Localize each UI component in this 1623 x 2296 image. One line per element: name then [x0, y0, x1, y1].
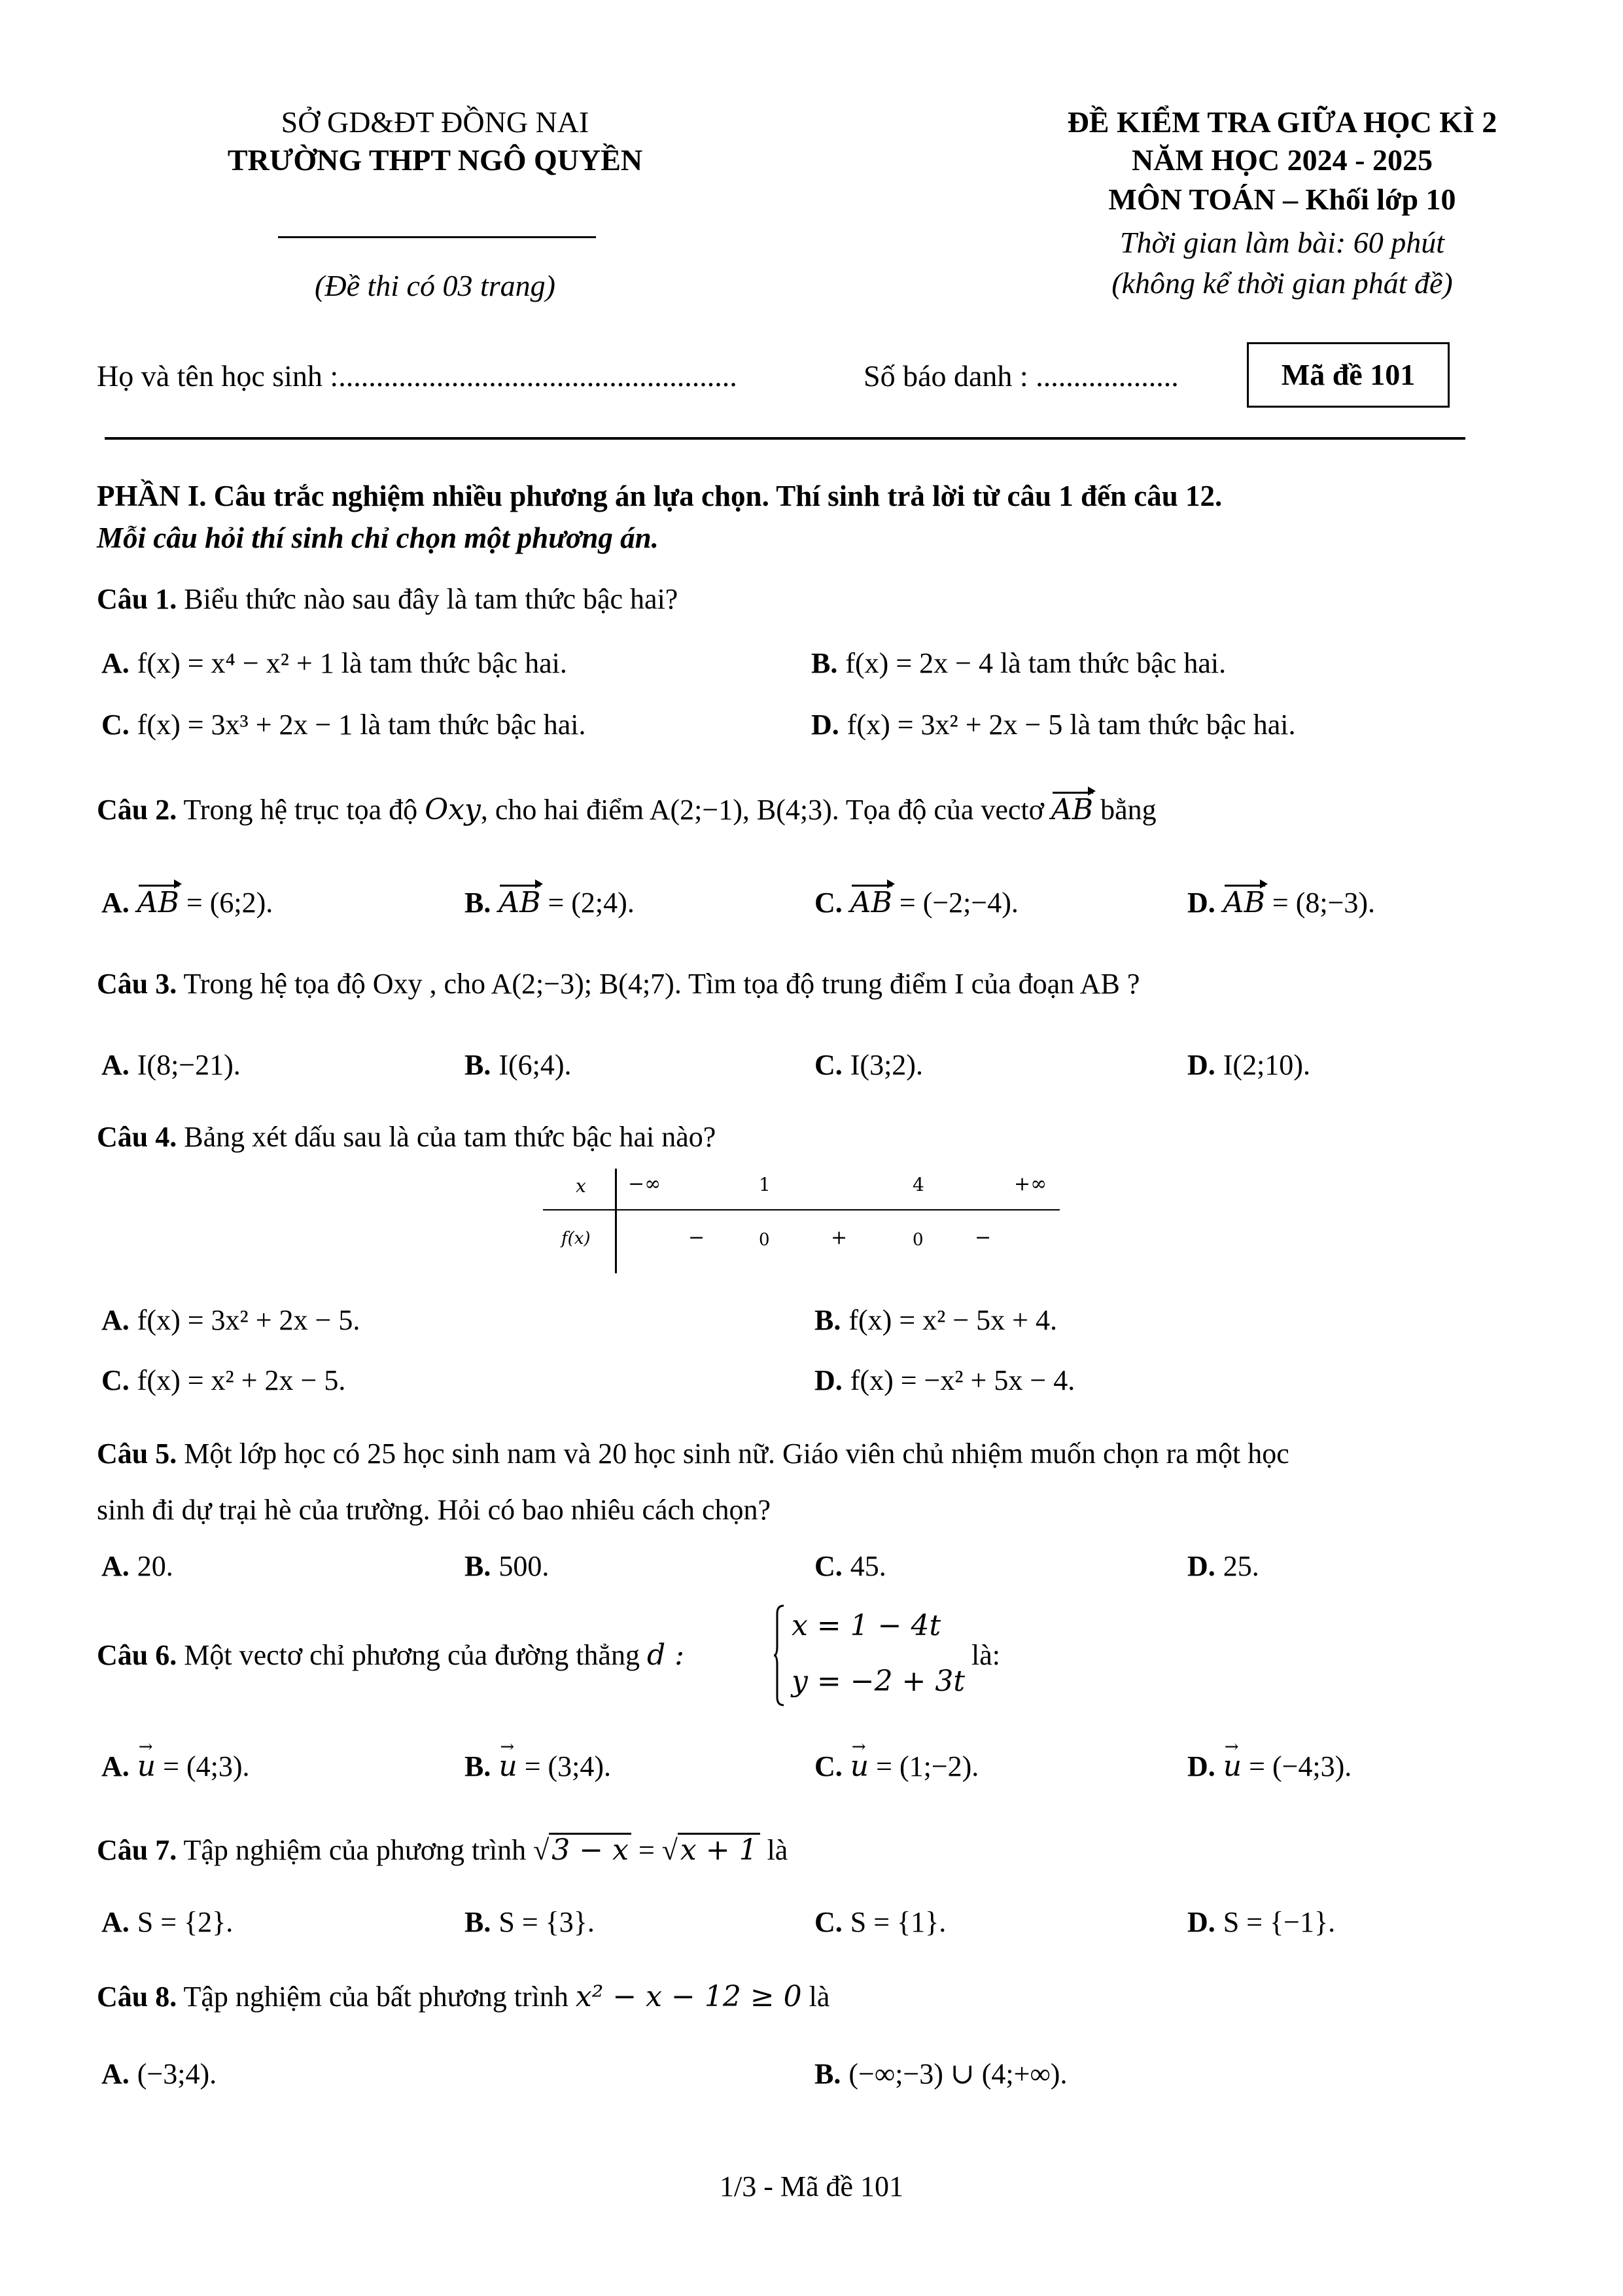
option-text: 45. [850, 1550, 886, 1582]
oxy-symbol: Oxy [425, 793, 481, 826]
option-text: I(8;−21). [137, 1049, 241, 1081]
q5-option-a[interactable]: A. 20. [101, 1550, 173, 1582]
option-text: S = {−1}. [1223, 1906, 1336, 1938]
table-zero-2: 0 [913, 1230, 924, 1250]
school-year: NĂM HỌC 2024 - 2025 [1132, 143, 1433, 177]
option-text: 25. [1223, 1550, 1259, 1582]
page-footer: 1/3 - Mã đề 101 [719, 2170, 904, 2202]
question-text: Một lớp học có 25 học sinh nam và 20 học sinh nữ. Giáo viên chủ nhiệm muốn chọn ra một học [184, 1438, 1289, 1470]
option-text: = (2;4). [548, 887, 635, 919]
student-name-field: Họ và tên học sinh :..................................................... [97, 359, 737, 393]
option-text: I(3;2). [850, 1049, 923, 1081]
line-name: d : [646, 1638, 684, 1672]
vector-ab: AB [137, 883, 179, 923]
table-root-2: 4 [913, 1174, 924, 1195]
question-label: Câu 3. [97, 968, 177, 1000]
option-text: I(6;4). [498, 1049, 572, 1081]
option-text: f(x) = x² + 2x − 5. [137, 1364, 346, 1396]
vector-ab: AB [1051, 790, 1093, 830]
table-sign-pos: + [831, 1226, 848, 1249]
q8-option-a[interactable]: A. (−3;4). [101, 2058, 217, 2090]
question-text: Bảng xét dấu sau là của tam thức bậc hai nào? [184, 1121, 716, 1153]
question-text: Tập nghiệm của phương trình [183, 1834, 527, 1866]
vector-u: u → [1223, 1747, 1242, 1786]
table-fx-label: f(x) [561, 1229, 591, 1248]
option-text: = (−2;−4). [899, 887, 1019, 919]
option-text: f(x) = 3x³ + 2x − 1 là tam thức bậc hai. [137, 709, 586, 741]
question-label: Câu 1. [97, 583, 177, 615]
question-5-line-2: sinh đi dự trại hè của trường. Hỏi có bao nhiêu cách chọn? [97, 1494, 771, 1526]
question-label: Câu 2. [97, 794, 177, 826]
school-name: TRƯỜNG THPT NGÔ QUYỀN [227, 143, 643, 177]
sqrt-rhs: x + 1 [678, 1833, 760, 1866]
question-text: Một vectơ chỉ phương của đường thẳng [184, 1639, 640, 1671]
question-text: , cho hai điểm A(2;−1), B(4;3). Tọa độ của vectơ [480, 794, 1044, 826]
param-eq-y: y = −2 + 3t [792, 1665, 966, 1698]
q5-option-b[interactable]: B. 500. [464, 1550, 550, 1582]
question-7: Câu 7. Tập nghiệm của phương trình √3 − x = √x + 1 là [97, 1833, 788, 1867]
option-text: (−3;4). [137, 2058, 217, 2090]
table-root-1: 1 [759, 1174, 771, 1195]
q2-option-d[interactable]: D. AB = (8;−3). [1187, 883, 1375, 923]
question-text: Tập nghiệm của bất phương trình [183, 1981, 568, 2013]
question-2 [97, 790, 1157, 830]
option-text: f(x) = −x² + 5x − 4. [850, 1364, 1075, 1396]
q2-option-a[interactable]: A. AB = (6;2). [101, 883, 273, 923]
option-text: f(x) = 2x − 4 là tam thức bậc hai. [845, 647, 1227, 679]
q4-option-d[interactable]: D. f(x) = −x² + 5x − 4. [814, 1364, 1075, 1396]
table-neg-inf: −∞ [628, 1173, 661, 1195]
vector-u: u → [498, 1747, 517, 1786]
part1-title: PHẦN I. Câu trắc nghiệm nhiều phương án lựa chọn. Thí sinh trả lời từ câu 1 đến câu 12. [97, 480, 1223, 512]
q2-option-b[interactable]: B. AB = (2;4). [464, 883, 635, 923]
option-text: = (3;4). [524, 1750, 612, 1782]
table-vertical-line [615, 1169, 617, 1273]
q2-option-c[interactable]: C. AB = (−2;−4). [814, 883, 1019, 923]
param-eq-x: x = 1 − 4t [792, 1609, 941, 1642]
option-text: S = {1}. [850, 1906, 947, 1938]
page-count-note: (Đề thi có 03 trang) [315, 269, 555, 302]
question-text: là [809, 1981, 830, 2013]
q7-option-d[interactable]: D. S = {−1}. [1187, 1906, 1336, 1938]
question-text: Biểu thức nào sau đây là tam thức bậc hai? [184, 583, 678, 615]
table-zero-1: 0 [759, 1230, 770, 1250]
vector-ab: AB [1223, 883, 1265, 923]
q4-option-b[interactable]: B. f(x) = x² − 5x + 4. [814, 1304, 1057, 1336]
q6-option-b[interactable]: B. u → = (3;4). [464, 1747, 611, 1786]
question-4 [97, 1118, 716, 1157]
system-brace [773, 1604, 785, 1706]
option-text: = (8;−3). [1272, 887, 1376, 919]
option-text: = (4;3). [163, 1750, 250, 1782]
question-text: Trong hệ trục tọa độ [183, 794, 418, 826]
question-text: bằng [1100, 794, 1157, 826]
option-text: = (6;2). [186, 887, 273, 919]
question-6 [97, 1636, 684, 1675]
option-text: f(x) = 3x² + 2x − 5. [137, 1304, 360, 1336]
duration-note: (không kể thời gian phát đề) [1111, 266, 1453, 300]
q6-option-d[interactable]: D. u → = (−4;3). [1187, 1747, 1352, 1786]
option-text: I(2;10). [1223, 1049, 1310, 1081]
question-8 [97, 1977, 829, 2017]
option-text: 20. [137, 1550, 173, 1582]
option-text: S = {3}. [498, 1906, 595, 1938]
q4-option-a[interactable]: A. f(x) = 3x² + 2x − 5. [101, 1304, 360, 1336]
header-divider [105, 437, 1465, 440]
table-sign-neg: − [688, 1226, 705, 1249]
table-x-label: x [576, 1175, 586, 1197]
option-text: (−∞;−3) ∪ (4;+∞). [848, 2058, 1068, 2090]
inequality: x² − x − 12 ≥ 0 [575, 1980, 802, 2013]
question-label: Câu 6. [97, 1639, 177, 1671]
q1-option-d[interactable]: D. f(x) = 3x² + 2x − 5 là tam thức bậc hai. [811, 709, 1296, 741]
q1-option-a[interactable]: A. f(x) = x⁴ − x² + 1 là tam thức bậc hai. [101, 647, 567, 679]
option-text: f(x) = x⁴ − x² + 1 là tam thức bậc hai. [137, 647, 567, 679]
question-label: Câu 7. [97, 1834, 177, 1866]
q3-option-c[interactable]: C. I(3;2). [814, 1049, 923, 1081]
table-horizontal-line [543, 1209, 1060, 1210]
q3-option-d[interactable]: D. I(2;10). [1187, 1049, 1310, 1081]
vector-u: u → [137, 1747, 156, 1786]
option-text: 500. [498, 1550, 550, 1582]
header-divider-left [278, 236, 596, 238]
department-name: SỞ GD&ĐT ĐỒNG NAI [281, 105, 589, 139]
option-text: S = {2}. [137, 1906, 234, 1938]
table-sign-neg: − [975, 1226, 992, 1249]
q1-option-b[interactable]: B. f(x) = 2x − 4 là tam thức bậc hai. [811, 647, 1227, 679]
sqrt-lhs: 3 − x [549, 1833, 631, 1866]
q6-option-c[interactable]: C. u → = (1;−2). [814, 1747, 979, 1786]
table-pos-inf: +∞ [1014, 1173, 1047, 1195]
q3-option-b[interactable]: B. I(6;4). [464, 1049, 572, 1081]
question-5 [97, 1434, 1289, 1474]
q3-option-a[interactable]: A. I(8;−21). [101, 1049, 241, 1081]
q5-option-c[interactable]: C. 45. [814, 1550, 886, 1582]
option-text: = (1;−2). [876, 1750, 979, 1782]
question-text: là [767, 1834, 788, 1866]
exam-code-box: Mã đề 101 [1247, 342, 1450, 408]
exam-title: ĐỀ KIỂM TRA GIỮA HỌC KÌ 2 [1067, 105, 1497, 139]
q4-option-c[interactable]: C. f(x) = x² + 2x − 5. [101, 1364, 346, 1396]
option-text: f(x) = 3x² + 2x − 5 là tam thức bậc hai. [846, 709, 1296, 741]
option-text: f(x) = x² − 5x + 4. [848, 1304, 1057, 1336]
vector-u: u → [850, 1747, 869, 1786]
question-3 [97, 964, 1140, 1004]
option-text: = (−4;3). [1249, 1750, 1352, 1782]
q1-option-c[interactable]: C. f(x) = 3x³ + 2x − 1 là tam thức bậc hai. [101, 709, 586, 741]
student-id-field: Số báo danh : ................... [864, 359, 1179, 393]
q6-option-a[interactable]: A. u → = (4;3). [101, 1747, 249, 1786]
q7-option-c[interactable]: C. S = {1}. [814, 1906, 947, 1938]
exam-duration: Thời gian làm bài: 60 phút [1119, 226, 1445, 259]
question-1 [97, 580, 678, 619]
vector-ab: AB [498, 883, 540, 923]
q7-option-a[interactable]: A. S = {2}. [101, 1906, 234, 1938]
question-text: Trong hệ tọa độ Oxy , cho A(2;−3); B(4;7). Tìm tọa độ trung điểm I của đoạn AB ? [183, 968, 1140, 1000]
vector-ab: AB [850, 883, 892, 923]
question-label: Câu 5. [97, 1438, 177, 1470]
part1-subtitle: Mỗi câu hỏi thí sinh chỉ chọn một phương án. [97, 521, 659, 554]
question-label: Câu 8. [97, 1981, 177, 2013]
q5-option-d[interactable]: D. 25. [1187, 1550, 1259, 1582]
question-label: Câu 4. [97, 1121, 177, 1153]
q7-option-b[interactable]: B. S = {3}. [464, 1906, 595, 1938]
sign-table [543, 1169, 1073, 1273]
question-text: là: [971, 1639, 1000, 1671]
q8-option-b[interactable]: B. (−∞;−3) ∪ (4;+∞). [814, 2058, 1068, 2090]
subject: MÔN TOÁN – Khối lớp 10 [1108, 183, 1456, 216]
